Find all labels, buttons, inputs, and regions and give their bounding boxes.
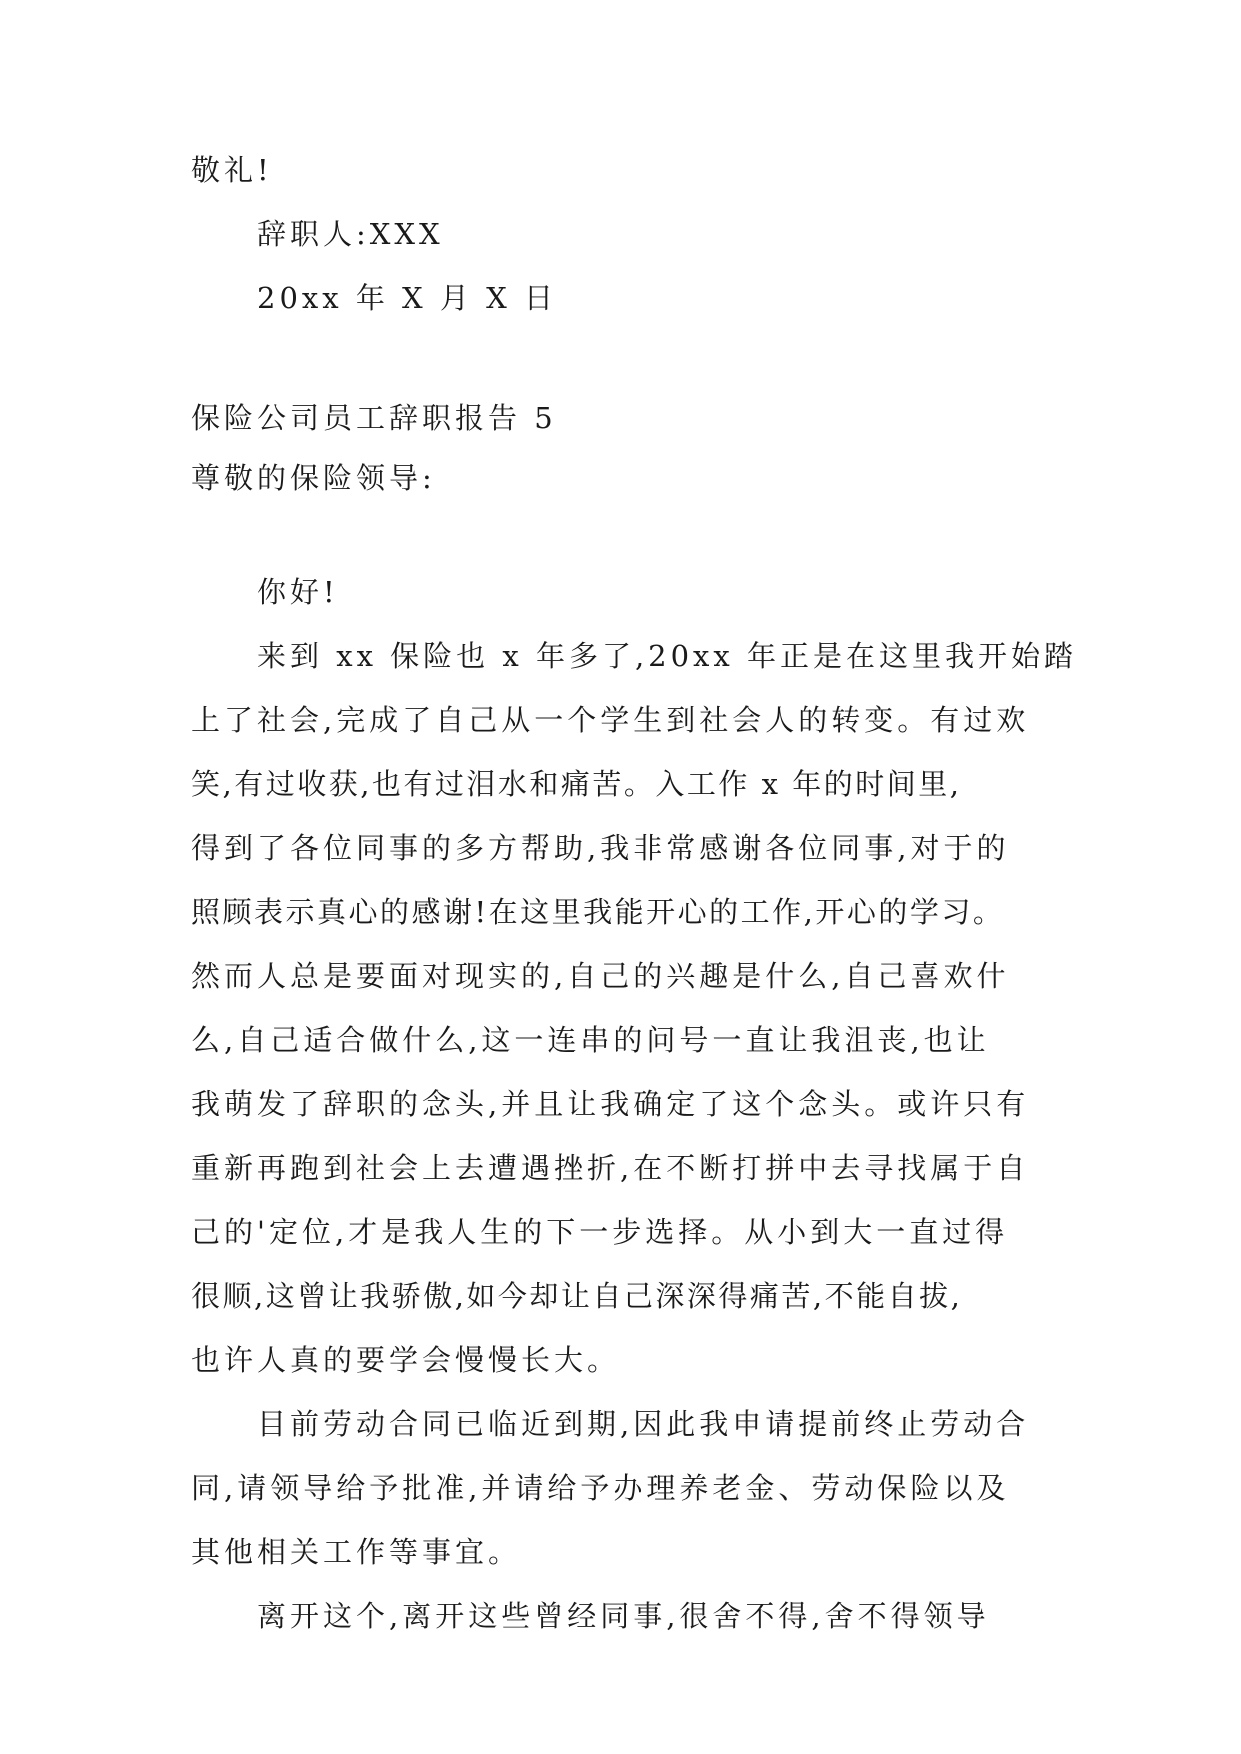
addressee-line: 尊敬的保险领导: <box>191 461 436 495</box>
body-line: 目前劳动合同已临近到期,因此我申请提前终止劳动合 <box>257 1407 1030 1441</box>
body-line: 离开这个,离开这些曾经同事,很舍不得,舍不得领导 <box>257 1599 990 1633</box>
signer-line: 辞职人:XXX <box>257 217 444 251</box>
body-line: 照顾表示真心的感谢!在这里我能开心的工作,开心的学习。 <box>191 895 1005 929</box>
body-line: 同,请领导给予批准,并请给予办理养老金、劳动保险以及 <box>191 1471 1010 1505</box>
body-line: 重新再跑到社会上去遭遇挫折,在不断打拼中去寻找属于自 <box>191 1151 1030 1185</box>
closing-salute: 敬礼! <box>191 153 273 187</box>
body-line: 么,自己适合做什么,这一连串的问号一直让我沮丧,也让 <box>191 1023 990 1057</box>
body-line: 笑,有过收获,也有过泪水和痛苦。入工作 x 年的时间里, <box>191 767 962 801</box>
body-line: 其他相关工作等事宜。 <box>191 1535 522 1569</box>
body-line: 也许人真的要学会慢慢长大。 <box>191 1343 621 1377</box>
greeting-line: 你好! <box>257 575 339 609</box>
body-line: 上了社会,完成了自己从一个学生到社会人的转变。有过欢 <box>191 703 1030 737</box>
body-line: 很顺,这曾让我骄傲,如今却让自己深深得痛苦,不能自拔, <box>191 1279 963 1313</box>
body-line: 己的'定位,才是我人生的下一步选择。从小到大一直过得 <box>191 1215 1009 1249</box>
body-line: 我萌发了辞职的念头,并且让我确定了这个念头。或许只有 <box>191 1087 1030 1121</box>
body-line: 得到了各位同事的多方帮助,我非常感谢各位同事,对于的 <box>191 831 1010 865</box>
body-line: 来到 xx 保险也 x 年多了,20xx 年正是在这里我开始踏 <box>257 639 1077 673</box>
date-line: 20xx 年 X 月 X 日 <box>257 281 557 315</box>
report-title: 保险公司员工辞职报告 5 <box>191 401 557 435</box>
body-line: 然而人总是要面对现实的,自己的兴趣是什么,自己喜欢什 <box>191 959 1010 993</box>
